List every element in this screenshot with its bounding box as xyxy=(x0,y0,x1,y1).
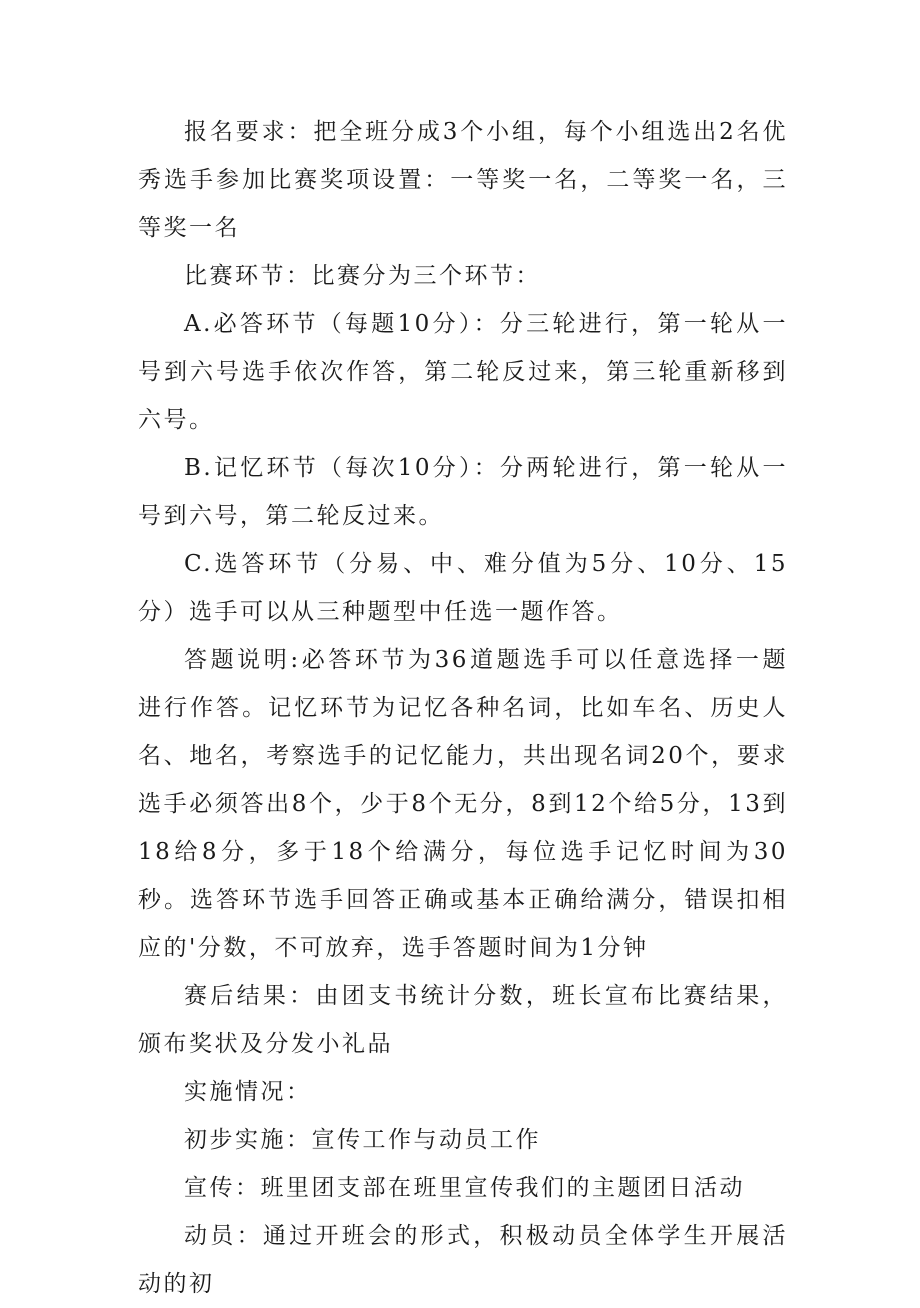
paragraph-stage-a: A.必答环节（每题10分）：分三轮进行，第一轮从一号到六号选手依次作答，第二轮反过来，第三轮重新移到六号。 xyxy=(138,311,788,433)
paragraph-stage-b: B.记忆环节（每次10分）：分两轮进行，第一轮从一号到六号，第二轮反过来。 xyxy=(138,455,788,529)
paragraph-stage-c: C.选答环节（分易、中、难分值为5分、10分、15分）选手可以从三种题型中任选一题作答。 xyxy=(138,551,788,625)
paragraph-competition-stages: 比赛环节：比赛分为三个环节： xyxy=(184,263,541,289)
paragraph-answer-rules: 答题说明:必答环节为36道题选手可以任意选择一题进行作答。记忆环节为记忆各种名词，比如车名、历史人名、地名，考察选手的记忆能力，共出现名词20个，要求选手必须答出8个，少于8个无分，8到12个给5分，13到18给8分，多于18个给满分，每位选手记忆时间为30秒。选答环节选手回答正确或基本正确给满分，错误扣相应的'分数，不可放弃，选手答题时间为1分钟 xyxy=(138,647,788,961)
paragraph-publicity: 宣传：班里团支部在班里宣传我们的主题团日活动 xyxy=(184,1175,745,1201)
paragraph-registration: 报名要求：把全班分成3个小组，每个小组选出2名优秀选手参加比赛奖项设置：一等奖一名，二等奖一名，三等奖一名 xyxy=(138,119,788,241)
paragraph-implementation: 实施情况： xyxy=(184,1079,312,1105)
paragraph-mobilization: 动员：通过开班会的形式，积极动员全体学生开展活动的初 xyxy=(138,1223,788,1297)
document-body xyxy=(138,108,788,1308)
paragraph-initial-implementation: 初步实施：宣传工作与动员工作 xyxy=(184,1127,541,1153)
paragraph-results: 赛后结果：由团支书统计分数，班长宣布比赛结果，颁布奖状及分发小礼品 xyxy=(138,983,788,1057)
